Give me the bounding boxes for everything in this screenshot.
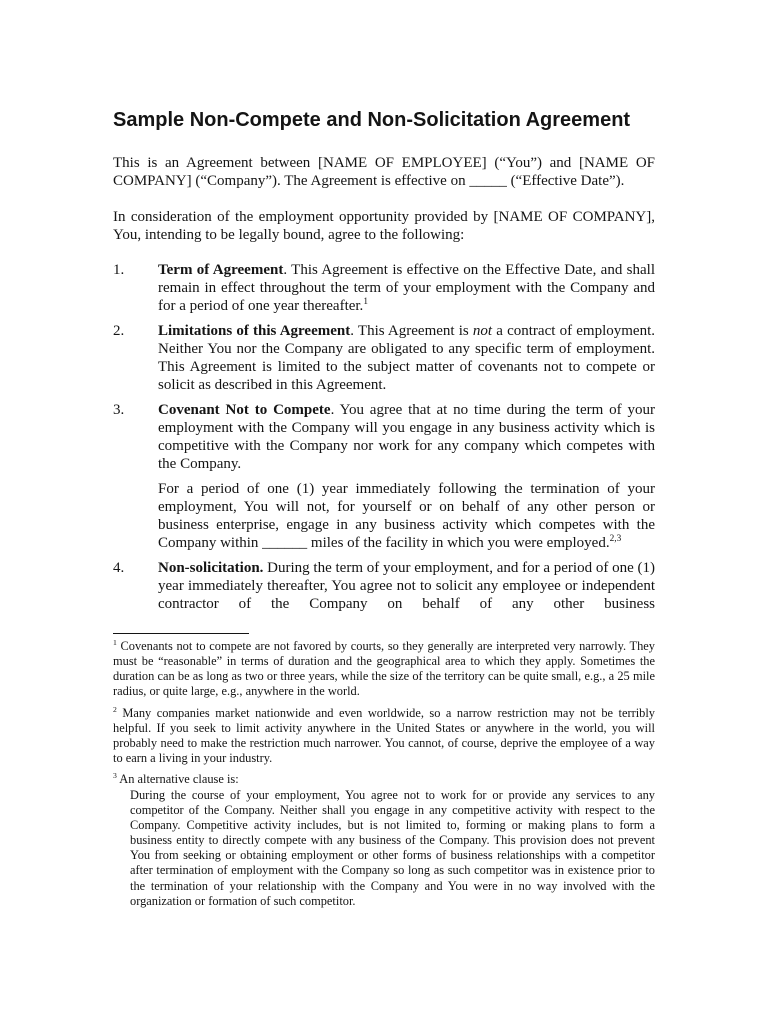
document-title: Sample Non-Compete and Non-Solicitation Agreement: [113, 109, 631, 131]
list-number: 1.: [113, 262, 125, 278]
item-paragraph: [158, 401, 655, 473]
list-item-term-of-agreement: [113, 261, 655, 315]
footnote-text: Covenants not to compete are not favored by courts, so they generally are interpreted very narrowly. They must be “reasonable” in terms of duration and the geographical area to which they apply. Sometimes the duration can be as long as two or three years, while the size of the territory can be quite small, e.g., a 25 mile radius, or quite large, e.g., anywhere in the world.: [113, 639, 655, 698]
item-paragraph: [158, 559, 655, 613]
item-heading: Covenant Not to Compete: [158, 402, 331, 418]
item-text: During the term of your employment, and for a period of one (1) year immediately thereafter, You agree not to solicit any employee or independent contractor of the Company on behalf of any other business: [158, 560, 655, 612]
list-item-content: [158, 559, 655, 613]
item-heading: Term of Agreement: [158, 262, 284, 278]
list-item-covenant-not-to-compete: [113, 401, 655, 552]
list-item-limitations: [113, 322, 655, 394]
list-number: 3.: [113, 402, 125, 418]
item-text: . You agree that at no time during the term of your employment with the Company will you engage in any business activity which is competitive with the Company nor work for any company which competes with the Company.: [158, 402, 655, 472]
list-item-non-solicitation: [113, 559, 655, 613]
item-text: . This Agreement is: [350, 323, 473, 339]
consideration-paragraph: In consideration of the employment opportunity provided by [NAME OF COMPANY], You, intending to be legally bound, agree to the following:: [113, 209, 655, 243]
list-item-content: [158, 401, 655, 552]
footnote-ref: 2,3: [609, 534, 622, 544]
footnote-3: [113, 772, 655, 787]
item-text: For a period of one (1) year immediately following the termination of your employment, You will not, for yourself or on behalf of any other person or business enterprise, engage in any business activity which competes with the Company within ______ miles of the facility in which you were employed.: [158, 481, 655, 551]
footnotes-section: [113, 639, 655, 909]
footnote-number: 1: [113, 637, 117, 647]
document-page: [113, 108, 655, 909]
footnote-text: Many companies market nationwide and even worldwide, so a narrow restriction may not be terribly helpful. If you seek to limit activity anywhere in the United States or anywhere in the world, you will probably need to make the restriction much narrower. You cannot, of course, deprive the employee of a way to earn a living in your industry.: [113, 706, 655, 765]
footnote-text: An alternative clause is:: [119, 772, 239, 786]
footnote-number: 3: [113, 770, 117, 780]
footnote-2: [113, 706, 655, 766]
item-text: a contract of employment. Neither You nor the Company are obligated to any specific term of employment. This Agreement is limited to the subject matter of covenants not to compete or solicit as described in this Agreement.: [158, 323, 655, 393]
footnote-alternative-clause: During the course of your employment, You agree not to work for or provide any services to any competitor of the Company. Neither shall you engage in any competitive activity with respect to the Company. Competitive activity includes, but is not limited to, forming or making plans to form a business entity to directly compete with any business of the Company. This provision does not prevent You from seeking or obtaining employment or other forms of business relationships with a competitor after termination of employment with the Company so long as such competitor was in existence prior to the termination of your relationship with the Company and You were in no way involved with the organization or formation of such competitor.: [130, 788, 655, 908]
item-heading: Non-solicitation.: [158, 560, 264, 576]
footnote-separator: [113, 633, 249, 634]
item-text: . This Agreement is effective on the Effective Date, and shall remain in effect throughout the term of your employment with the Company and for a period of one year thereafter.: [158, 262, 655, 314]
item-heading: Limitations of this Agreement: [158, 323, 351, 339]
list-item-content: [158, 322, 655, 394]
intro-paragraph: This is an Agreement between [NAME OF EMPLOYEE] (“You”) and [NAME OF COMPANY] (“Company”). The Agreement is effective on _____ (“Effective Date”).: [113, 155, 655, 189]
item-paragraph: [158, 261, 655, 315]
item-paragraph: [158, 322, 655, 394]
list-number: 2.: [113, 323, 125, 339]
item-paragraph-2: [158, 480, 655, 552]
footnote-ref: 1: [363, 297, 368, 307]
list-item-content: [158, 261, 655, 315]
list-number: 4.: [113, 560, 125, 576]
footnote-number: 2: [113, 704, 117, 714]
footnote-1: [113, 639, 655, 699]
item-emphasis: not: [472, 323, 493, 339]
